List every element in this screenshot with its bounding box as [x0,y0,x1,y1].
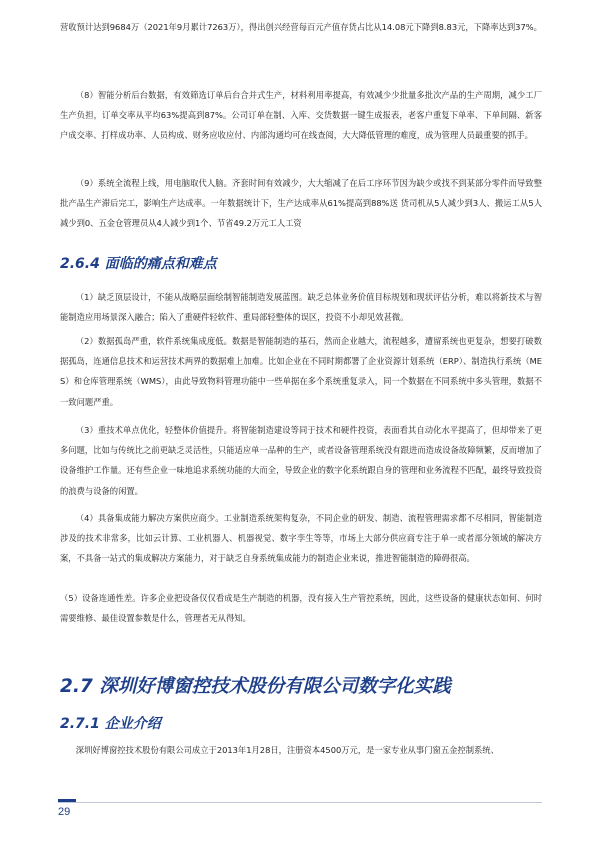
section-heading-2-7: 2.7 深圳好博窗控技术股份有限公司数字化实践 [60,676,451,697]
paragraph-item-8: （8）智能分析后台数据，有效筛选订单后台合并式生产，材料利用率提高，有效减少少批量多批次产品的生产周期，减少工厂生产负担，订单交率从平均63%提高到87%。公司订单在制、入库、交货数据一键生成报表，老客户重复下单率、下单间隔、新客户成交率、打样成功率、人员构成、财务应收应付、内部沟通均可在线查阅，大大降低管理的难度，成为管理人员最重要的抓手。 [60,90,542,141]
pain-point-item-4: （4）具备集成能力解决方案供应商少。工业制造系统架构复杂，不同企业的研发、制造、流程管理需求都不尽相同，智能制造涉及的技术非常多，比如云计算、工业机器人、机器视觉、数字孪生等等，市场上大部分供应商专注于单一或者部分领域的解决方案，不具备一站式的集成解决方案能力，对于缺乏自身系统集成能力的制造企业来说，推进智能制造的障碍很高。 [60,513,542,564]
pain-point-item-2: （2）数据孤岛严重，软件系统集成度低。数据是智能制造的基石，然而企业越大，流程越多，遭留系统也更复杂，想要打破数据孤岛，连通信息技术和运营技术两界的数据难上加难。比如企业在不同时期都署了企业资源计划系统（ERP）、制造执行系统（MES）和仓库管理系统（WMS），由此导致物料管理功能中一些单据在多个系统重复录入，同一个数据在不同系统中多头管理，数据不一致问题严重。 [60,336,542,407]
subsection-heading-2-7-1: 2.7.1 企业介绍 [60,716,161,732]
page-number: 29 [58,806,71,818]
paragraph-revenue: 营收预计达到9684万（2021年9月累计7263万），得出创兴经营每百元产值存货占比从14.08元下降到8.83元，下降率达到37%。 [60,22,542,32]
footer-divider [58,802,542,803]
paragraph-item-9: （9）系统全流程上线，用电脑取代人脑。齐套时间有效减少，大大缩减了在后工序环节因为缺少或找不到某部分零件而导致整批产品生产滞后完工，影响生产达成率。一年数据统计下，生产达成率从61%提高到88%送 货司机从5人减少到3人、搬运工从5人减少到0、五金仓管理员从4人减少到1个、节省49.2万元工人工资 [60,178,542,229]
company-intro-paragraph: 深圳好博窗控技术股份有限公司成立于2013年1月28日，注册资本4500万元，是一家专业从事门窗五金控制系统、 [75,745,499,755]
pain-point-item-3: （3）重技术单点优化，轻整体价值提升。将智能制造建设等同于技术和硬件投资，表面看其自动化水平提高了，但却带来了更多问题，比如与传统比之前更缺乏灵活性，只能适应单一品种的生产，或者设备管理系统没有跟进而造成设备故障频繁，反而增加了设备维护工作量。还有些企业一味地追求系统功能的大而全，导致企业的数字化系统跟自身的管理和业务流程不匹配，最终导致投资的浪费与设备的闲置。 [60,425,542,496]
pain-point-item-5: （5）设备连通性差。许多企业把设备仅仅看成是生产制造的机器，没有接入生产管控系统，因此，这些设备的健康状态如何、何时需要维修、最佳设置参数是什么，管理者无从得知。 [60,593,542,624]
pain-point-item-1: （1）缺乏顶层设计，不能从战略层面绘制智能制造发展蓝图。缺乏总体业务价值目标规划和现状评估分析，难以将新技术与智能制造应用场景深入融合；陷入了重硬件轻软件、重局部轻整体的误区，投资不小却见效甚微。 [60,292,542,323]
section-heading-2-6-4: 2.6.4 面临的痛点和难点 [60,256,217,272]
